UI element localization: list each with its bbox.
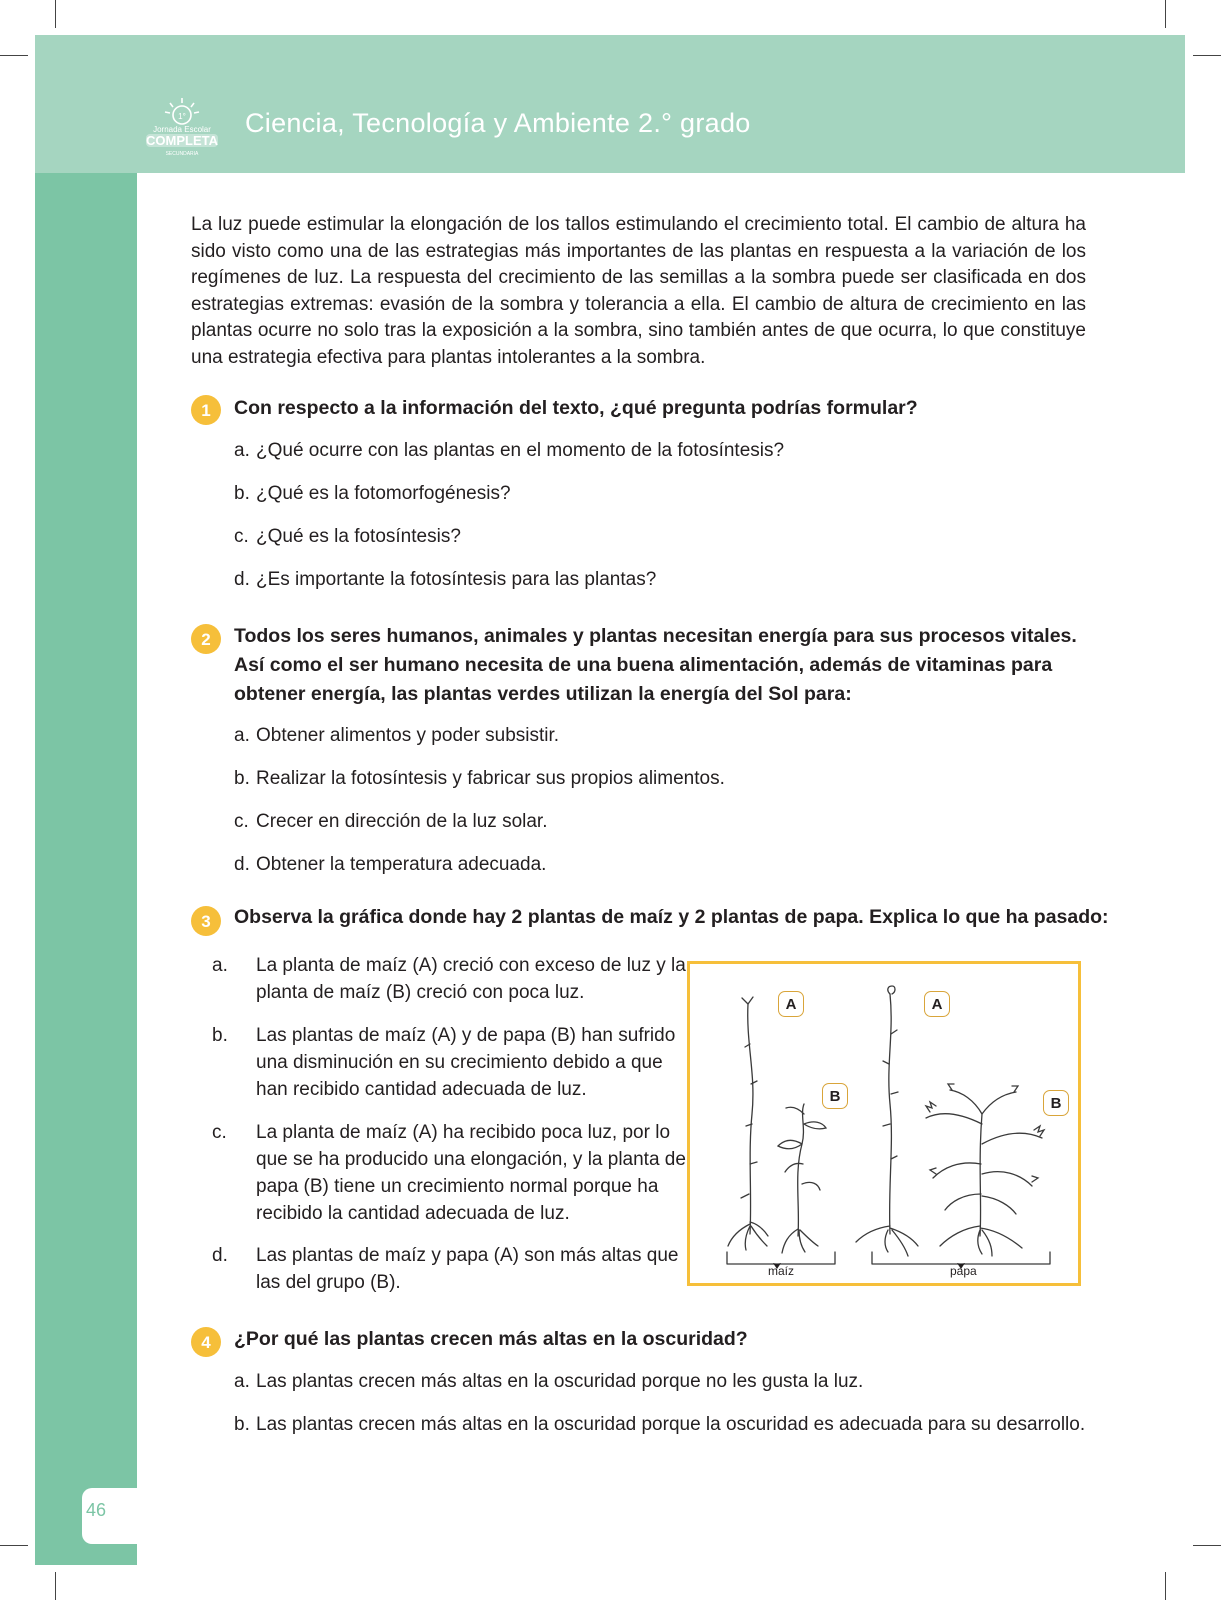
answer-option[interactable]: a. Obtener alimentos y poder subsistir.	[234, 725, 560, 746]
question-number-badge: 2	[191, 624, 221, 654]
question-number-badge: 1	[191, 395, 221, 425]
question-number-badge: 4	[191, 1327, 221, 1357]
label-maize-b: B	[822, 1083, 848, 1109]
maize-a-stem	[748, 1004, 753, 1234]
group-label-maize: maíz	[768, 1264, 795, 1278]
answer-option[interactable]: b. Las plantas crecen más altas en la oscuridad porque la oscuridad es adecuada para su desarrollo.	[234, 1414, 1086, 1435]
question-text: Observa la gráfica donde hay 2 plantas de maíz y 2 plantas de papa. Explica lo que ha pasado:	[234, 906, 1109, 928]
group-label-potato: papa	[950, 1264, 977, 1278]
jornada-escolar-logo	[144, 95, 220, 161]
sidebar-band	[35, 173, 137, 1565]
logo-line-3: SECUNDARIA	[165, 151, 199, 157]
plant-illustration	[690, 964, 1078, 1283]
crop-mark	[1193, 1545, 1221, 1546]
label-potato-a: A	[924, 991, 950, 1017]
logo-line-2: COMPLETA	[146, 133, 218, 148]
header-title: Ciencia, Tecnología y Ambiente 2.° grado	[245, 108, 751, 138]
potato-bracket	[872, 1252, 1050, 1264]
logo-line-1: Jornada Escolar	[153, 125, 211, 134]
crop-mark	[1165, 0, 1166, 28]
crop-mark	[0, 1545, 28, 1546]
label-potato-b: B	[1043, 1090, 1069, 1116]
crop-mark	[55, 0, 56, 28]
logo-grade: 1°	[178, 112, 186, 121]
maize-b-stem	[798, 1104, 804, 1236]
plant-growth-figure	[687, 961, 1081, 1286]
answer-option[interactable]: d. Las plantas de maíz y papa (A) son más altas que las del grupo (B).	[212, 1245, 679, 1293]
maize-bracket	[727, 1252, 835, 1264]
answer-option[interactable]: d. ¿Es importante la fotosíntesis para las plantas?	[234, 569, 657, 590]
answer-option[interactable]: d. Obtener la temperatura adecuada.	[234, 854, 547, 875]
label-maize-a: A	[778, 991, 804, 1017]
answer-option[interactable]: c. La planta de maíz (A) ha recibido poca luz, por lo que se ha producido una elongación, y la planta de papa (B) tiene un crecimiento normal porque ha recibido la cantidad adecuada de luz.	[212, 1122, 686, 1224]
potato-a-stem	[889, 994, 892, 1234]
answer-option[interactable]: a. ¿Qué ocurre con las plantas en el momento de la fotosíntesis?	[234, 440, 785, 461]
page-number: 46	[86, 1500, 107, 1520]
answer-option[interactable]: c. ¿Qué es la fotosíntesis?	[234, 526, 461, 547]
question-text: ¿Por qué las plantas crecen más altas en la oscuridad?	[234, 1328, 748, 1350]
answer-option[interactable]: a. La planta de maíz (A) creció con exceso de luz y la planta de maíz (B) creció con poca luz.	[212, 955, 686, 1003]
answer-option[interactable]: b. ¿Qué es la fotomorfogénesis?	[234, 483, 511, 504]
question-number-badge: 3	[191, 906, 221, 936]
answer-option[interactable]: a. Las plantas crecen más altas en la oscuridad porque no les gusta la luz.	[234, 1371, 864, 1392]
question-text: Con respecto a la información del texto, ¿qué pregunta podrías formular?	[234, 397, 918, 419]
question-text: Todos los seres humanos, animales y plantas necesitan energía para sus procesos vitales. Así como el ser humano necesita de una buena alimentación, además de vitaminas para obtener energía, las plantas verdes utilizan la energía del Sol para:	[234, 625, 1077, 705]
crop-mark	[1165, 1572, 1166, 1600]
potato-b-stem	[980, 1114, 982, 1236]
answer-option[interactable]: c. Crecer en dirección de la luz solar.	[234, 811, 548, 832]
crop-mark	[0, 55, 28, 56]
answer-option[interactable]: b. Las plantas de maíz (A) y de papa (B) han sufrido una disminución en su crecimiento debido a que han recibido cantidad adecuada de luz.	[212, 1025, 676, 1100]
crop-mark	[1193, 55, 1221, 56]
intro-paragraph: La luz puede estimular la elongación de los tallos estimulando el crecimiento total. El cambio de altura ha sido visto como una de las estrategias más importantes de las plantas en respuesta a la variación de los regímenes de luz. La respuesta del crecimiento de las semillas a la sombra puede ser clasificada en dos estrategias extremas: evasión de la sombra y tolerancia a ella. El cambio de altura de crecimiento en las plantas ocurre no solo tras la exposición a la sombra, sino también antes de que ocurra, lo que constituye una estrategia efectiva para plantas intolerantes a la sombra.	[191, 214, 1086, 368]
answer-option[interactable]: b. Realizar la fotosíntesis y fabricar sus propios alimentos.	[234, 768, 725, 789]
crop-mark	[55, 1572, 56, 1600]
